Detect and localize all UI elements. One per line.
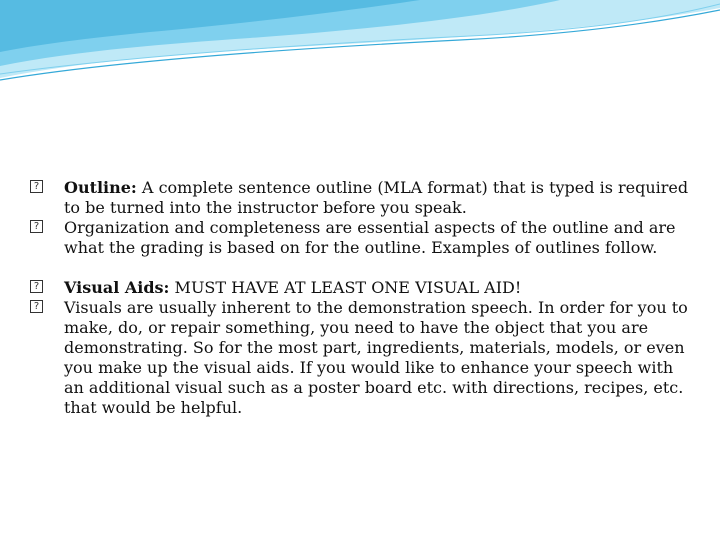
header-wave-decoration (0, 0, 720, 90)
bullet-outline (30, 178, 690, 218)
bullet-box-icon: ? (30, 280, 43, 293)
bullet-text: A complete sentence outline (MLA format) that is typed is required to be turned into the instructor before you speak. (64, 178, 689, 217)
bullet-visual-aids (30, 278, 690, 298)
bullet-box-icon: ? (30, 300, 43, 313)
bullet-box-icon: ? (30, 220, 43, 233)
slide-body (30, 178, 690, 418)
bullet-box-icon: ? (30, 180, 43, 193)
bullet-lead: Visual Aids: (64, 278, 170, 297)
bullet-lead: Outline: (64, 178, 137, 197)
spacer (30, 258, 690, 278)
bullet-text: Organization and completeness are essential aspects of the outline and are what the grading is based on for the outline. Examples of outlines follow. (64, 218, 676, 257)
bullet-text: Visuals are usually inherent to the demonstration speech. In order for you to make, do, or repair something, you need to have the object that you are demonstrating. So for the most part, ingredients, materials, models, or even you make up the visual aids. If you would like to enhance your speech with an additional visual such as a poster board etc. with directions, recipes, etc. that would be helpful. (64, 298, 688, 417)
bullet-organization (30, 218, 690, 258)
bullet-text: MUST HAVE AT LEAST ONE VISUAL AID! (169, 278, 522, 297)
bullet-visuals (30, 298, 690, 418)
